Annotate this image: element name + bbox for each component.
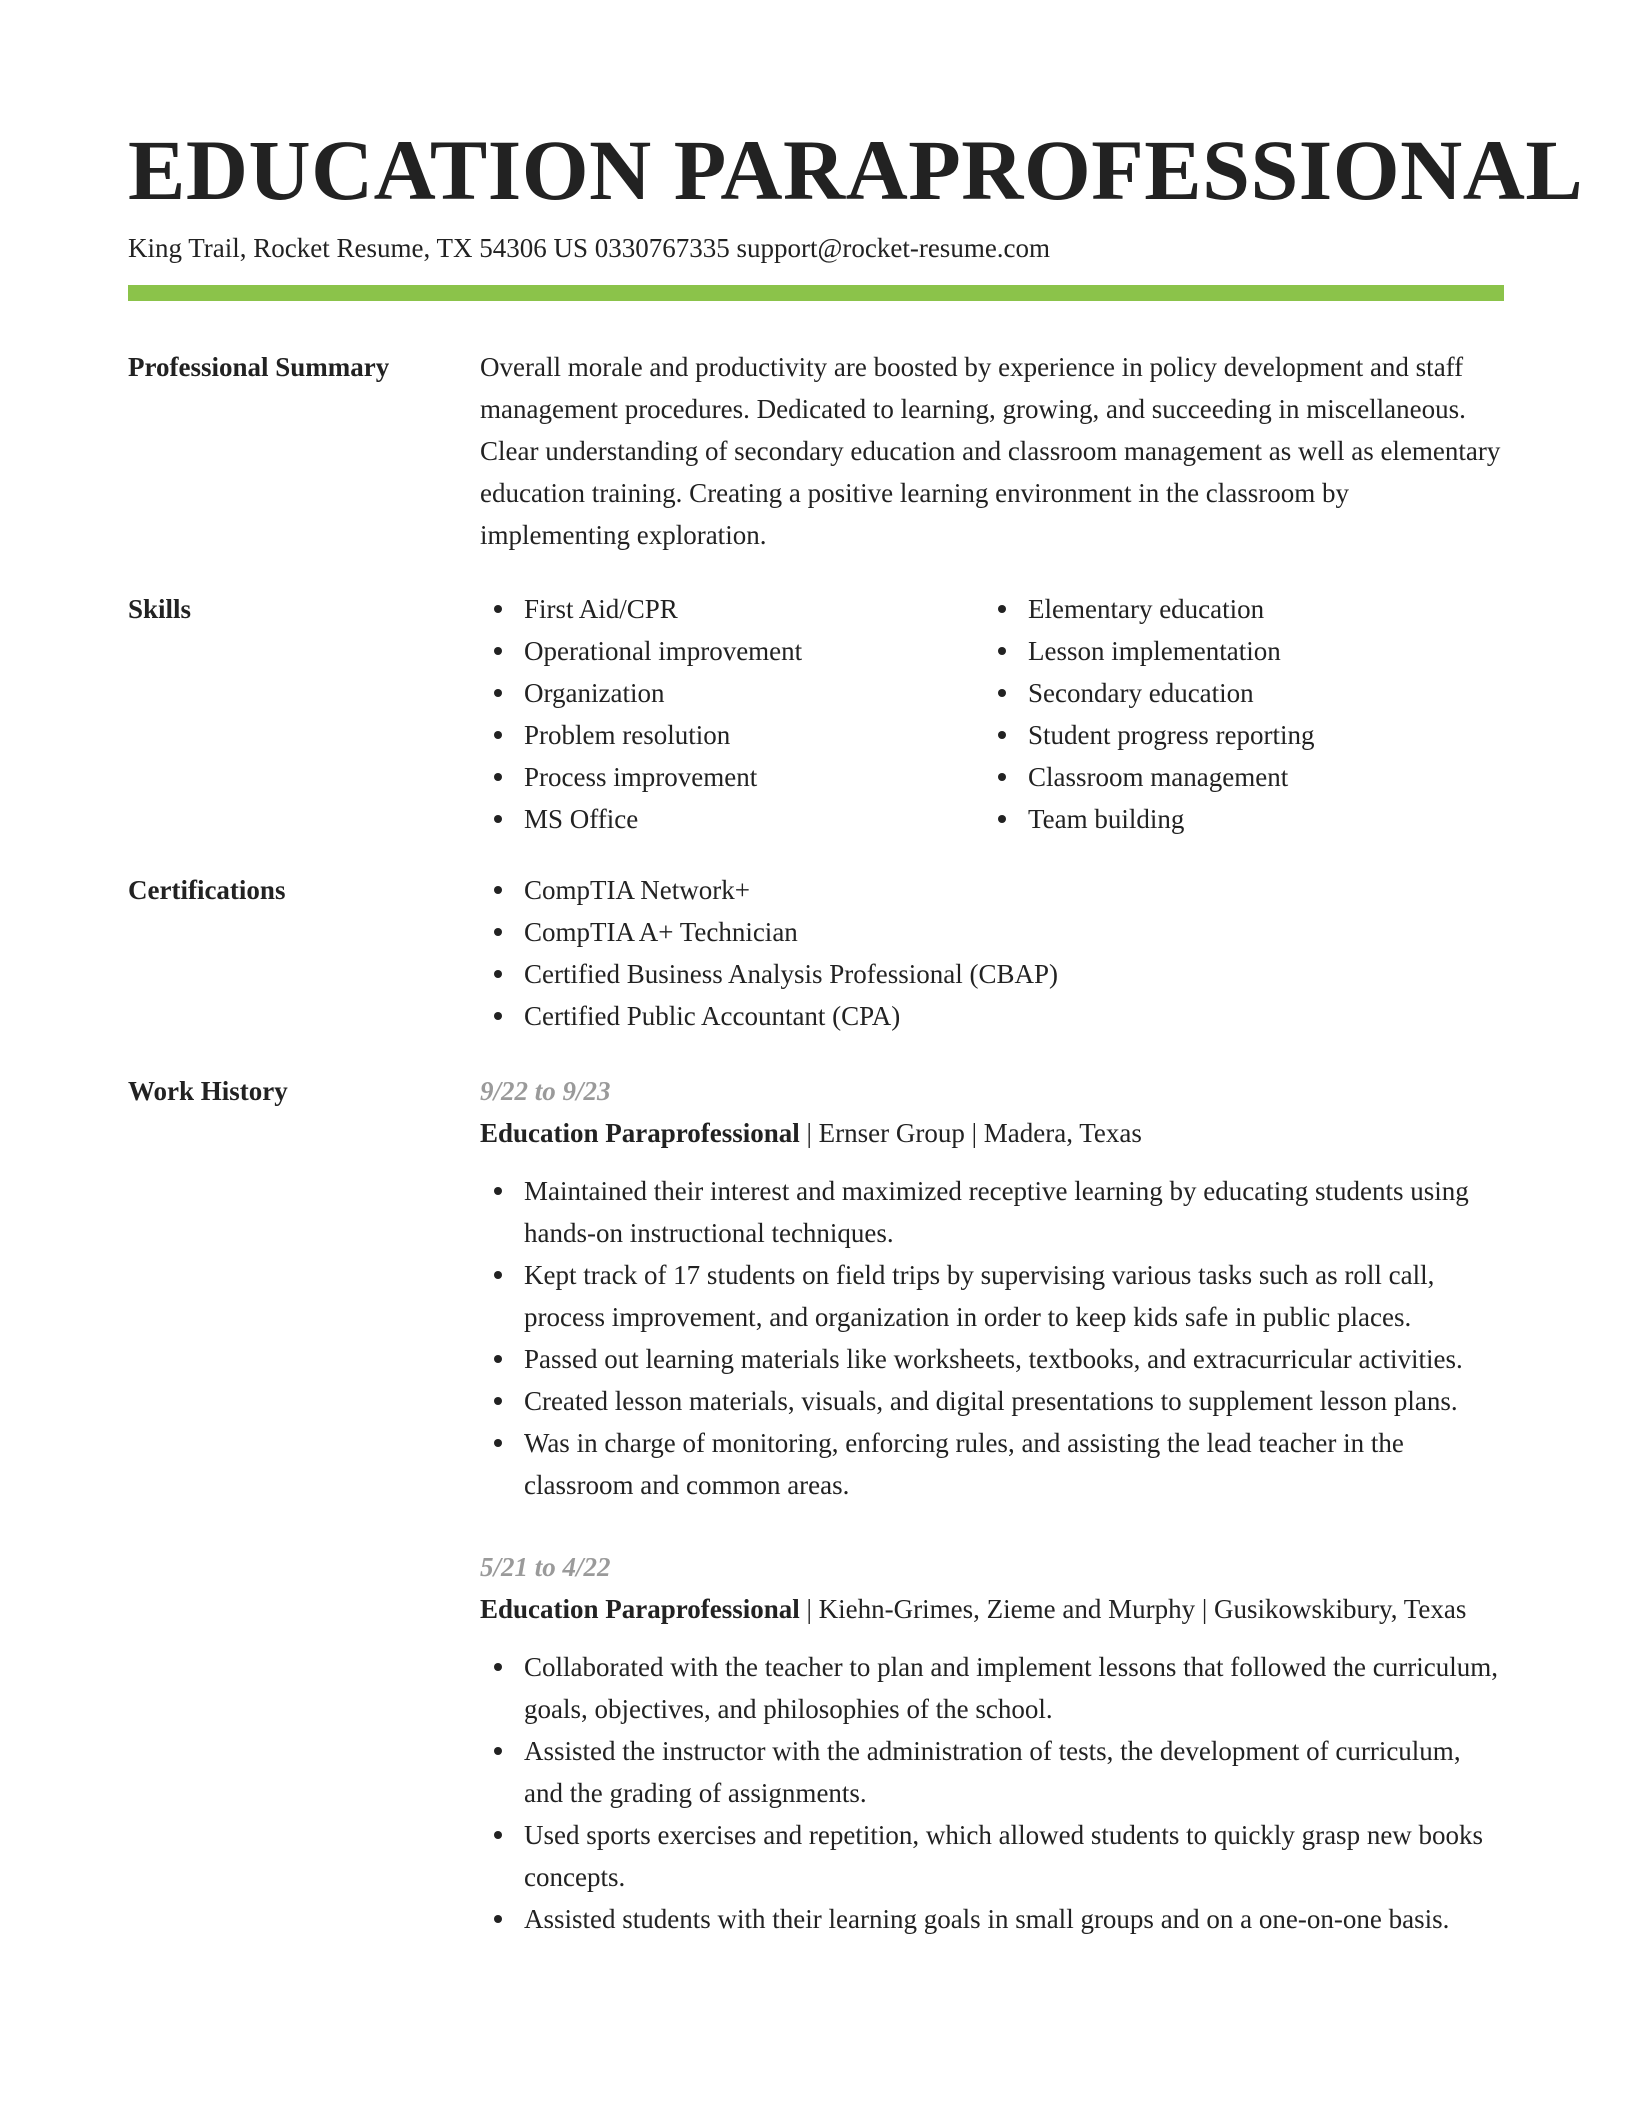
- job-dates: 5/21 to 4/22: [480, 1552, 611, 1582]
- list-item: Classroom management: [984, 756, 1488, 798]
- list-item: Operational improvement: [480, 630, 984, 672]
- list-item: Organization: [480, 672, 984, 714]
- email: support@rocket-resume.com: [736, 233, 1051, 263]
- section-title: Work History: [128, 1076, 288, 1106]
- certifications-list: [480, 869, 1504, 1037]
- job-heading: [480, 1112, 1504, 1154]
- job-duties: [480, 1646, 1504, 1940]
- address: King Trail, Rocket Resume, TX 54306 US: [128, 233, 589, 263]
- job-title: Education Paraprofessional: [480, 1118, 800, 1148]
- job-details: | Kiehn-Grimes, Zieme and Murphy | Gusikowskibury, Texas: [799, 1594, 1467, 1624]
- list-item: CompTIA A+ Technician: [480, 911, 1504, 953]
- list-item: Collaborated with the teacher to plan and implement lessons that followed the curriculum, goals, objectives, and philosophies of the school.: [480, 1646, 1504, 1730]
- list-item: Maintained their interest and maximized receptive learning by educating students using hands-on instructional techniques.: [480, 1170, 1504, 1254]
- job-dates: 9/22 to 9/23: [480, 1076, 611, 1106]
- list-item: First Aid/CPR: [480, 588, 984, 630]
- list-item: Kept track of 17 students on field trips by supervising various tasks such as roll call, process improvement, and organization in order to keep kids safe in public places.: [480, 1254, 1504, 1338]
- section-title: Professional Summary: [128, 352, 390, 382]
- list-item: Used sports exercises and repetition, which allowed students to quickly grasp new books concepts.: [480, 1814, 1504, 1898]
- candidate-name: EDUCATION PARAPROFESSIONAL: [128, 122, 1584, 218]
- list-item: Assisted students with their learning goals in small groups and on a one-on-one basis.: [480, 1898, 1504, 1940]
- list-item: Was in charge of monitoring, enforcing rules, and assisting the lead teacher in the classroom and common areas.: [480, 1422, 1504, 1506]
- phone: 0330767335: [594, 233, 730, 263]
- job-entry: [480, 1070, 1504, 1506]
- list-item: Problem resolution: [480, 714, 984, 756]
- section-title: Skills: [128, 594, 192, 624]
- contact-line: [128, 230, 1050, 266]
- list-item: Team building: [984, 798, 1488, 840]
- list-item: Assisted the instructor with the administration of tests, the development of curriculum, and the grading of assignments.: [480, 1730, 1504, 1814]
- list-item: Certified Business Analysis Professional (CBAP): [480, 953, 1504, 995]
- list-item: Passed out learning materials like worksheets, textbooks, and extracurricular activities.: [480, 1338, 1504, 1380]
- list-item: Certified Public Accountant (CPA): [480, 995, 1504, 1037]
- list-item: Elementary education: [984, 588, 1488, 630]
- list-item: Lesson implementation: [984, 630, 1488, 672]
- header-divider: [128, 285, 1504, 301]
- list-item: CompTIA Network+: [480, 869, 1504, 911]
- skills-list-left: [480, 588, 984, 840]
- list-item: Process improvement: [480, 756, 984, 798]
- job-details: | Ernser Group | Madera, Texas: [799, 1118, 1142, 1148]
- list-item: MS Office: [480, 798, 984, 840]
- skills-list-right: [984, 588, 1488, 840]
- list-item: Student progress reporting: [984, 714, 1488, 756]
- skills-columns: [480, 588, 1504, 840]
- section-title: Certifications: [128, 875, 286, 905]
- job-duties: [480, 1170, 1504, 1506]
- job-title: Education Paraprofessional: [480, 1594, 800, 1624]
- job-heading: [480, 1588, 1504, 1630]
- list-item: Secondary education: [984, 672, 1488, 714]
- summary-text: Overall morale and productivity are boosted by experience in policy development and staff management procedures. Dedicated to learning, growing, and succeeding in miscellaneous. Clear understanding of secondary education and classroom management as well as elementary education training. Creating a positive learning environment in the classroom by implementing exploration.: [480, 352, 1501, 550]
- list-item: Created lesson materials, visuals, and digital presentations to supplement lesson plans.: [480, 1380, 1504, 1422]
- job-entry: [480, 1546, 1504, 1940]
